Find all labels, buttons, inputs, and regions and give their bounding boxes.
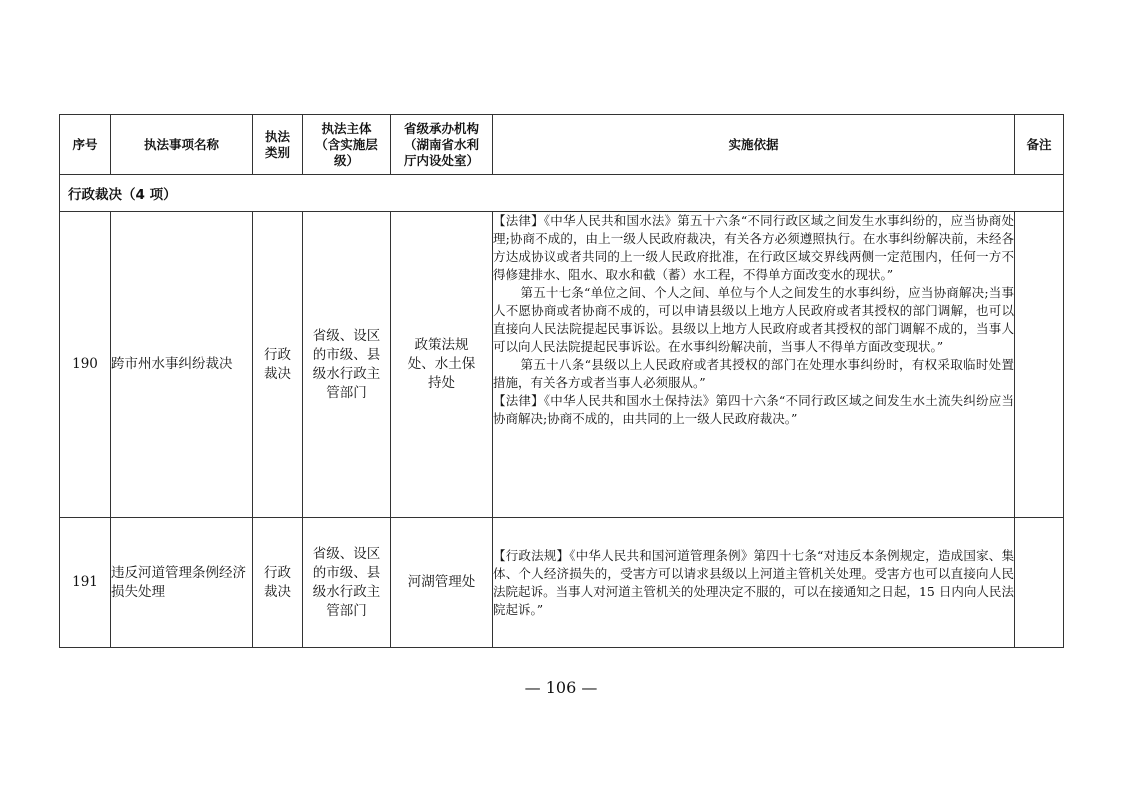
basis-paragraph: 【行政法规】《中华人民共和国河道管理条例》第四十七条“对违反本条例规定，造成国家、集体、个人经济损失的，受害方可以请求县级以上河道主管机关处理。受害方也可以直接向人民法院起诉。当事人对河道主管机关的处理决定不服的，可以在接通知之日起，15 日内向人民法院起诉。” (493, 547, 1014, 617)
section-title: 行政裁决（4 项） (60, 175, 1064, 212)
basis-paragraph: 【法律】《中华人民共和国水法》第五十六条“不同行政区域之间发生水事纠纷的，应当协商处理;协商不成的，由上一级人民政府裁决，有关各方必须遵照执行。在水事纠纷解决前，未经各方达成协议或者共同的上一级人民政府批准，在行政区域交界线两侧一定范围内，任何一方不得修建排水、阻水、取水和截（蓄）水工程，不得单方面改变水的现状。” (493, 213, 1014, 282)
row-basis (493, 212, 1015, 518)
header-remark: 备注 (1015, 115, 1064, 175)
basis-paragraph: 第五十七条“单位之间、个人之间、单位与个人之间发生的水事纠纷，应当协商解决;当事人不愿协商或者协商不成的，可以申请县级以上地方人民政府或者其授权的部门调解，也可以直接向人民法院提起民事诉讼。县级以上地方人民政府或者其授权的部门调解不成的，当事人可以向人民法院提起民事诉讼。在水事纠纷解决前，当事人不得单方面改变现状。” (493, 285, 1014, 354)
row-dept: 政策法规处、水土保持处 (391, 212, 493, 518)
row-seq: 191 (60, 518, 111, 648)
row-name: 跨市州水事纠纷裁决 (111, 212, 253, 518)
basis-paragraph: 【法律】《中华人民共和国水土保持法》第四十六条“不同行政区域之间发生水土流失纠纷应当协商解决;协商不成的，由共同的上一级人民政府裁决。” (493, 393, 1014, 426)
header-seq: 序号 (60, 115, 111, 175)
header-basis: 实施依据 (493, 115, 1015, 175)
row-name: 违反河道管理条例经济损失处理 (111, 518, 253, 648)
page-number: — 106 — (524, 678, 598, 697)
header-subject: 执法主体（含实施层级） (303, 115, 391, 175)
header-name: 执法事项名称 (111, 115, 253, 175)
table-row (60, 518, 1064, 648)
row-subject: 省级、设区的市级、县级水行政主管部门 (303, 518, 391, 648)
row-remark (1015, 212, 1064, 518)
header-row (60, 115, 1064, 175)
row-dept: 河湖管理处 (391, 518, 493, 648)
row-subject: 省级、设区的市级、县级水行政主管部门 (303, 212, 391, 518)
basis-paragraph: 第五十八条“县级以上人民政府或者其授权的部门在处理水事纠纷时，有权采取临时处置措施，有关各方或者当事人必须服从。” (493, 357, 1014, 390)
row-seq: 190 (60, 212, 111, 518)
header-type: 执法类别 (253, 115, 303, 175)
table-row (60, 212, 1064, 518)
row-remark (1015, 518, 1064, 648)
row-type: 行政裁决 (253, 518, 303, 648)
section-row (60, 175, 1064, 212)
row-type: 行政裁决 (253, 212, 303, 518)
header-dept: 省级承办机构（湖南省水利厅内设处室） (391, 115, 493, 175)
enforcement-table (59, 114, 1064, 648)
row-basis (493, 518, 1015, 648)
